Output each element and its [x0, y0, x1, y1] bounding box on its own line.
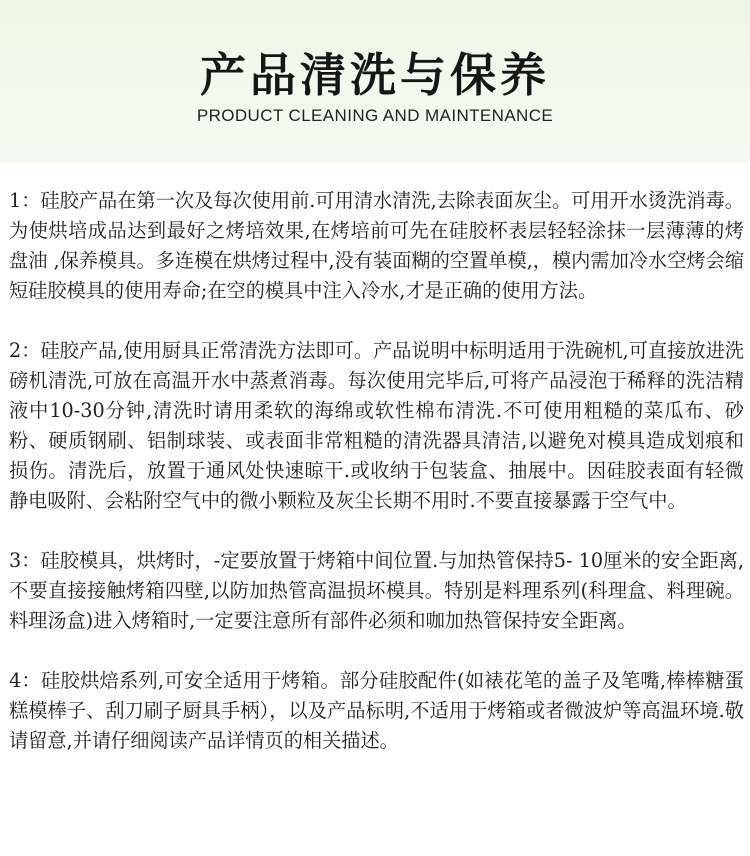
instructions-body — [9, 186, 744, 786]
header-banner — [0, 0, 750, 163]
paragraph-2: 2：硅胶产品,使用厨具正常清洗方法即可。产品说明中标明适用于洗碗机,可直接放进洗磅机清洗,可放在高温开水中蒸煮消毒。每次使用完毕后,可将产品浸泡于稀释的洗洁精液中10-30分钟,清洗时请用柔软的海绵或软性棉布清洗.不可使用粗糙的菜瓜布、砂粉、硬质钢刷、铝制球装、或表面非常粗糙的清洗器具清洁,以避免对模具造成划痕和损伤。清洗后，放置于通风处快速晾干.或收纳于包装盒、抽展中。因硅胶表面有轻微静电吸附、会粘附空气中的微小颗粒及灰尘长期不用时.不要直接暴露于空气中。 — [9, 339, 744, 512]
paragraph-4: 4：硅胶烘焙系列,可安全适用于烤箱。部分硅胶配件(如裱花笔的盖子及笔嘴,棒棒糖蛋糕模棒子、刮刀刷子厨具手柄），以及产品标明,不适用于烤箱或者微波炉等高温环境.敬请留意,并请仔细阅读产品详情页的相关描述。 — [9, 669, 744, 752]
page-subtitle: PRODUCT CLEANING AND MAINTENANCE — [196, 106, 554, 125]
paragraph-1: 1：硅胶产品在第一次及每次使用前.可用清水清洗,去除表面灰尘。可用开水烫洗消毒。为使烘培成品达到最好之烤培效果,在烤培前可先在硅胶杯表层轻轻涂抹一层薄薄的烤盘油 ,保养模具。多连模在烘烤过程中,没有装面糊的空置单模,，模内需加冷水空烤会缩短硅胶模具的使用寿命;在空的模具中注入冷水,才是正确的使用方法。 — [9, 189, 744, 302]
page-title: 产品清洗与保养 — [200, 48, 550, 102]
paragraph-3: 3：硅胶模具，烘烤时，-定要放置于烤箱中间位置.与加热管保持5- 10厘米的安全距离,不要直接接触烤箱四壁,以防加热管高温损坏模具。特别是料理系列(科理盒、料理碗。料理汤盒)进入烤箱时,一定要注意所有部件必须和咖加热管保持安全距离。 — [9, 549, 744, 632]
